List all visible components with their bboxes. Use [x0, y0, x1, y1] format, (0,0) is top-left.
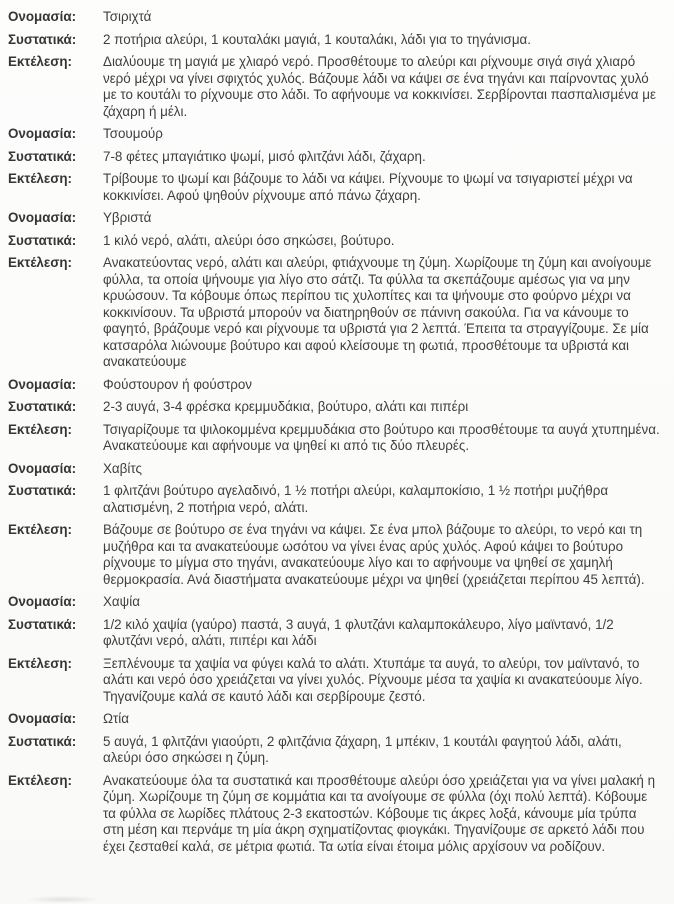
- ingredients-label: Συστατικά:: [8, 483, 77, 498]
- recipe-name: Χαψία: [103, 594, 140, 609]
- execution-row: [8, 171, 661, 204]
- execution-label: Εκτέλεση:: [8, 171, 73, 186]
- ingredients-label: Συστατικά:: [8, 31, 77, 47]
- recipe-execution: Τσιγαρίζουμε τα ψιλοκομμένα κρεμμυδάκια στο βούτυρο και προσθέτουμε τα αυγά χτυπημένα. Ανακατεύουμε και αφήνουμε να ψηθεί κι από τις δύο πλευρές.: [103, 421, 660, 453]
- name-label: Ονομασία:: [8, 9, 77, 24]
- recipe-ingredients: 5 αυγά, 1 φλιτζάνι γιαούρτι, 2 φλιτζάνια ζάχαρη, 1 μπέκιν, 1 κουτάλι φαγητού λάδι, αλάτι, αλεύρι όσο σηκώσει η ζύμη.: [103, 733, 622, 765]
- name-label: Ονομασία:: [8, 711, 77, 726]
- name-label: Ονομασία:: [8, 460, 77, 476]
- ingredients-label: Συστατικά:: [8, 616, 77, 632]
- ingredients-label: Συστατικά:: [8, 399, 77, 414]
- recipe-name: Υβριστά: [103, 210, 152, 225]
- ingredients-row: [8, 483, 661, 516]
- ingredients-label: Συστατικά:: [8, 733, 77, 749]
- ingredients-row: [8, 734, 661, 767]
- recipe-name: Τσουμούρ: [103, 126, 163, 141]
- recipe-execution: Διαλύουμε τη μαγιά με χλιαρό νερό. Προσθέτουμε το αλεύρι και ρίχνουμε σιγά σιγά χλιαρό νερό μέχρι να γίνει σφιχτός χυλός. Βάζουμε λάδι να κάψει σε ένα τηγάνι και παίρνοντας χυλό με το κουτάλι το ρίχνουμε στο λάδι. Το αφήνουμε να κοκκινίσει. Σερβίρονται πασπαλισμένα με ζάχαρη ή μέλι.: [103, 54, 656, 119]
- execution-label: Εκτέλεση:: [8, 772, 73, 788]
- recipe-yvrista: [8, 210, 661, 371]
- name-row: [8, 9, 661, 26]
- recipe-chapsia: [8, 594, 661, 705]
- recipe-ingredients: 1 κιλό νερό, αλάτι, αλεύρι όσο σηκώσει, βούτυρο.: [103, 232, 395, 248]
- recipe-execution: Ανακατεύοντας νερό, αλάτι και αλεύρι, φτιάχνουμε τη ζύμη. Χωρίζουμε τη ζύμη και ανοίγουμε φύλλα, τα οποία ψήνουμε για λίγο στο σάτζι. Τα φύλλα τα σκεπάζουμε αμέσως για να μην κρυώσουν. Τα κόβουμε όπως περίπου τις χυλοπίτες και τα ψήνουμε στο φούρνο μέχρι να κοκκινίσουν. Τα υβριστά μπορούν να διατηρηθούν σε πάνινη σακούλα. Για να κάνουμε το φαγητό, βράζουμε νερό και ρίχνουμε τα υβριστά για 2 λεπτά. Έπειτα τα στραγγίζουμε. Σε μία κατσαρόλα λιώνουμε βούτυρο και αφού κλείσουμε τη φωτιά, προσθέτουμε τα υβριστά και ανακατεύουμε: [103, 255, 652, 369]
- name-row: [8, 461, 661, 478]
- recipe-ingredients: 1/2 κιλό χαψία (γαύρο) παστά, 3 αυγά, 1 φλυτζάνι καλαμποκάλευρο, λίγο μαϊντανό, 1/2 φλυτζάνι νερό, αλάτι, πιπέρι και λάδι: [103, 616, 614, 648]
- ingredients-row: [8, 149, 661, 166]
- name-row: [8, 210, 661, 227]
- execution-row: [8, 54, 661, 120]
- name-row: [8, 711, 661, 728]
- ingredients-label: Συστατικά:: [8, 232, 77, 248]
- execution-label: Εκτέλεση:: [8, 54, 73, 69]
- recipe-tsoumour: [8, 126, 661, 204]
- recipe-name: Φούστουρον ή φούστρον: [103, 376, 253, 392]
- execution-label: Εκτέλεση:: [8, 655, 73, 671]
- recipe-execution: Ανακατεύουμε όλα τα συστατικά και προσθέτουμε αλεύρι όσο χρειάζεται για να γίνει μαλακή η ζύμη. Χωρίζουμε τη ζύμη σε κομμάτια και τα ανοίγουμε σε φύλλα (όχι πολύ λεπτά). Κόβουμε τα φύλλα σε λωρίδες πλάτους 2-3 εκατοστών. Κόβουμε τις άκρες λοξά, κάνουμε μία τρύπα στη μέση και περνάμε τη μία άκρη σχηματίζοντας φιογκάκι. Τηγανίζουμε σε αρκετό λάδι που έχει ζεσταθεί καλά, σε μέτρια φωτιά. Τα ωτία είναι έτοιμα μόλις αρχίσουν να ροδίζουν.: [103, 772, 656, 854]
- recipe-tsirichta: [8, 9, 661, 120]
- ingredients-row: [8, 32, 661, 49]
- execution-row: [8, 255, 661, 371]
- recipe-chavits: [8, 461, 661, 589]
- recipe-execution: Τρίβουμε το ψωμί και βάζουμε το λάδι να κάψει. Ρίχνουμε το ψωμί να τσιγαριστεί μέχρι να κοκκινίσει. Αφού ψηθούν ρίχνουμε από πάνω ζάχαρη.: [103, 171, 633, 203]
- recipe-name: Χαβίτς: [103, 460, 142, 476]
- execution-row: [8, 522, 661, 588]
- recipe-ingredients: 7-8 φέτες μπαγιάτικο ψωμί, μισό φλιτζάνι λάδι, ζάχαρη.: [103, 148, 426, 164]
- execution-label: Εκτέλεση:: [8, 522, 73, 537]
- scan-smudge-artifact: [28, 896, 98, 903]
- name-label: Ονομασία:: [8, 594, 77, 609]
- recipe-execution: Βάζουμε σε βούτυρο σε ένα τηγάνι να κάψει. Σε ένα μπολ βάζουμε το αλεύρι, το νερό και τη μυζήθρα και τα ανακατεύουμε ωσότου να γίνει ένας αρύς χυλός. Αφού κάψει το βούτυρο ρίχνουμε το μίγμα στο τηγάνι, ανακατεύουμε λίγο και το αφήνουμε να ψηθεί σε χαμηλή θερμοκρασία. Ανά διαστήματα ανακατεύουμε μέχρι να ψηθεί (χρειάζεται περίπου 45 λεπτά).: [103, 522, 645, 587]
- execution-label: Εκτέλεση:: [8, 421, 73, 437]
- name-row: [8, 594, 661, 611]
- recipe-otia: [8, 711, 661, 855]
- name-label: Ονομασία:: [8, 210, 77, 225]
- recipe-name: Τσιριχτά: [103, 9, 152, 24]
- recipe-ingredients: 1 φλιτζάνι βούτυρο αγελαδινό, 1 ½ ποτήρι αλεύρι, καλαμποκίσιο, 1 ½ ποτήρι μυζήθρα αλατισμένη, 2 ποτήρια νερό, αλάτι.: [103, 483, 609, 515]
- recipe-ingredients: 2 ποτήρια αλεύρι, 1 κουταλάκι μαγιά, 1 κουταλάκι, λάδι για το τηγάνισμα.: [103, 31, 531, 47]
- name-label: Ονομασία:: [8, 126, 77, 141]
- execution-label: Εκτέλεση:: [8, 255, 73, 270]
- execution-row: [8, 422, 661, 455]
- execution-row: [8, 656, 661, 706]
- recipe-foustouron: [8, 377, 661, 455]
- recipe-execution: Ξεπλένουμε τα χαψία να φύγει καλά το αλάτι. Χτυπάμε τα αυγά, το αλεύρι, τον μαϊντανό, το αλάτι και νερό όσο χρειάζεται να γίνει χυλός. Ρίχνουμε μέσα τα χαψία κι ανακατεύουμε λίγο. Τηγανίζουμε καλά σε καυτό λάδι και σερβίρουμε ζεστό.: [103, 655, 643, 704]
- ingredients-row: [8, 233, 661, 250]
- recipe-name: Ωτία: [103, 711, 130, 726]
- ingredients-row: [8, 617, 661, 650]
- name-row: [8, 126, 661, 143]
- ingredients-row: [8, 399, 661, 416]
- recipe-ingredients: 2-3 αυγά, 3-4 φρέσκα κρεμμυδάκια, βούτυρο, αλάτι και πιπέρι: [103, 399, 469, 414]
- name-row: [8, 377, 661, 394]
- ingredients-label: Συστατικά:: [8, 148, 77, 164]
- name-label: Ονομασία:: [8, 376, 77, 392]
- execution-row: [8, 773, 661, 856]
